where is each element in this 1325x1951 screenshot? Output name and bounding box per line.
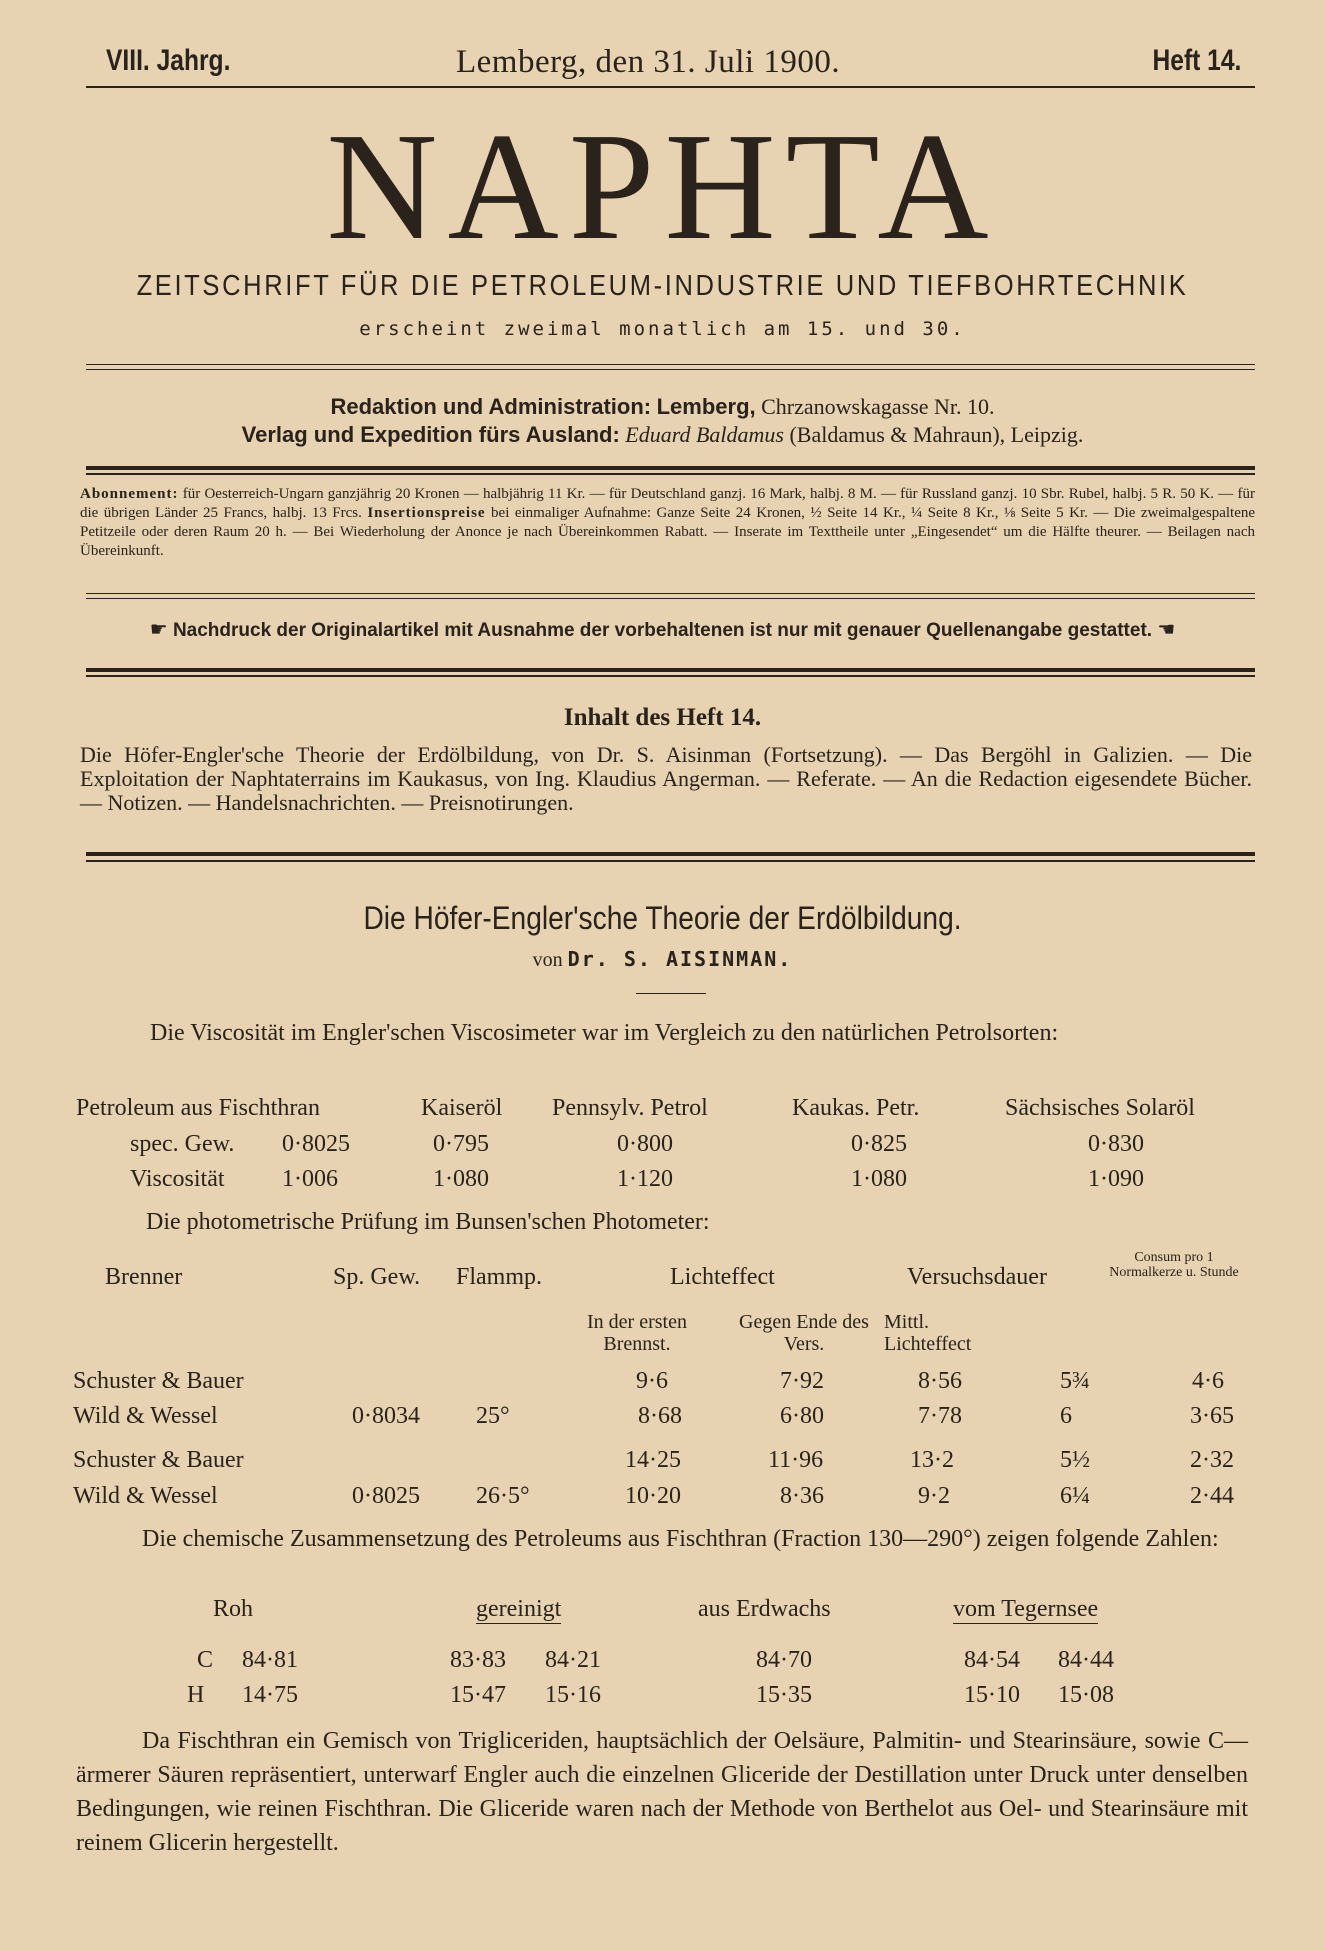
chem-cell: 15·35	[756, 1682, 812, 1708]
ins-text: bei einmaliger Aufnahme: Ganze Seite 24 Kronen, ½ Seite 14 Kr., ¼ Seite 8 Kr., ⅛ Seite 5 Kr. — Die zweimalgespaltene Petitzeile oder deren Raum 20 h. — Bei Wiederholung der Anonce je nach Übereinkommen Rabatt. — Inserate im Texttheile unter „Eingesendet“ um die Hälfte theurer. — Beilagen nach Übereinkunft.	[80, 505, 1256, 559]
chem-cell: 15·16	[545, 1682, 601, 1708]
byline-von: von	[532, 949, 563, 971]
chem-cell: 84·81	[242, 1647, 298, 1673]
photo-brenner: Wild & Wessel	[73, 1403, 218, 1429]
visc-header: Petroleum aus Fischthran	[76, 1095, 320, 1121]
photo-cell: 4·6	[1192, 1368, 1224, 1394]
visc-cell: 1·080	[851, 1166, 907, 1192]
abo-text: für Oesterreich-Ungarn ganzjährig 20 Kronen — halbjährig 11 Kr. — für Deutschland ganzj. 16 Mark, halbj. 8 M. — für Russland ganzj. 10 Sbr. Rubel, halbj. 5 R. 50 K. — für die übrigen Länder 25 Francs, halbj. 13 Frcs.	[80, 486, 1255, 521]
photo-brenner: Wild & Wessel	[73, 1483, 218, 1509]
chem-cell: 15·47	[450, 1682, 506, 1708]
reprint-notice	[0, 617, 1325, 642]
photo-cell: 8·36	[780, 1483, 824, 1509]
visc-cell: 0·830	[1088, 1131, 1144, 1157]
divider	[86, 852, 1255, 856]
verlag-label: Verlag und Expedition fürs Ausland:	[241, 422, 620, 447]
divider	[86, 675, 1255, 677]
photo-cell: 9·6	[636, 1368, 668, 1394]
chem-cell: 14·75	[242, 1682, 298, 1708]
photo-cell: 8·68	[638, 1403, 682, 1429]
visc-cell: 0·800	[617, 1131, 673, 1157]
photo-cell: 26·5°	[476, 1483, 530, 1509]
paragraph-4: Da Fischthran ein Gemisch von Trigliceriden, hauptsächlich der Oelsäure, Palmitin- und Stearinsäure, sowie C—ärmerer Säuren repräsentiert, unterwarf Engler auch die einzelnen Gliceride der Destillation unter Druck unter denselben Bedingungen, wie reinen Fischthran. Die Gliceride waren nach der Methode von Berthelot aus Oel- und Stearinsäure mit reinem Glicerin hergestellt.	[76, 1728, 1248, 1856]
photo-subheader: In der ersten Brennst.	[587, 1311, 687, 1355]
chem-header-roh: Roh	[213, 1596, 254, 1622]
redaktion-label: Redaktion und Administration:	[330, 394, 652, 419]
redaktion-city: Lemberg,	[656, 394, 756, 419]
photo-header-consum: Consum pro 1 Normalkerze u. Stunde	[1109, 1250, 1239, 1280]
chem-cell: 84·54	[964, 1647, 1020, 1673]
visc-header: Kaukas. Petr.	[792, 1095, 920, 1121]
reprint-text: Nachdruck der Originalartikel mit Ausnahme der vorbehaltenen ist nur mit genauer Quellenangabe gestattet.	[172, 620, 1153, 641]
photo-cell: 25°	[476, 1403, 510, 1429]
chem-cell: 15·08	[1058, 1682, 1114, 1708]
photo-cell: 3·65	[1190, 1403, 1234, 1429]
divider	[86, 466, 1255, 470]
chem-header-gereinigt: gereinigt	[476, 1596, 562, 1622]
photo-header-gew: Sp. Gew.	[333, 1264, 421, 1290]
photo-cell: 13·2	[910, 1447, 954, 1473]
visc-row-label: Viscosität	[130, 1166, 225, 1192]
photo-header-flamm: Flammp.	[456, 1264, 543, 1290]
visc-cell: 0·825	[851, 1131, 907, 1157]
divider	[86, 364, 1255, 370]
photo-cell: 10·20	[625, 1483, 681, 1509]
photo-cell: 2·44	[1190, 1483, 1234, 1509]
article-byline	[0, 947, 1325, 972]
photo-brenner: Schuster & Bauer	[73, 1447, 244, 1473]
visc-header: Sächsisches Solaröl	[1005, 1095, 1195, 1121]
visc-cell: 1·120	[617, 1166, 673, 1192]
photo-cell: 0·8025	[352, 1483, 420, 1509]
visc-header: Pennsylv. Petrol	[552, 1095, 708, 1121]
masthead-subtitle: ZEITSCHRIFT FÜR DIE PETROLEUM-INDUSTRIE UND TIEFBOHRTECHNIK	[136, 270, 1189, 302]
chem-cell: 84·44	[1058, 1647, 1114, 1673]
pointing-hand-icon: ☚	[1157, 619, 1176, 641]
editorial-info	[0, 393, 1325, 449]
paragraph-1: Die Viscosität im Engler'schen Viscosimeter war im Vergleich zu den natürlichen Petrolsorten:	[150, 1020, 1059, 1046]
divider	[86, 668, 1255, 672]
visc-cell: 0·8025	[282, 1131, 350, 1157]
photo-cell: 7·78	[918, 1403, 962, 1429]
chem-cell: 83·83	[450, 1647, 506, 1673]
verlag-value: (Baldamus & Mahraun), Leipzig.	[789, 422, 1084, 447]
contents-text: Die Höfer-Engler'sche Theorie der Erdölbildung, von Dr. S. Aisinman (Fortsetzung). — Das Bergöhl in Galizien. — Die Exploitation der Naphtaterrains im Kaukasus, von Ing. Klaudius Angerman. — Referate. — An die Redaction eigesendete Bücher. — Notizen. — Handelsnachrichten. — Preisnotirungen.	[80, 742, 1252, 815]
divider	[86, 473, 1255, 475]
redaktion-address: Chrzanowskagasse Nr. 10.	[761, 394, 995, 419]
visc-cell: 1·090	[1088, 1166, 1144, 1192]
chem-cell: 15·10	[964, 1682, 1020, 1708]
visc-cell: 1·080	[433, 1166, 489, 1192]
short-divider	[636, 993, 706, 994]
visc-header: Kaiseröl	[421, 1095, 503, 1121]
chem-element: H	[187, 1682, 205, 1708]
ins-label: Insertionspreise	[367, 505, 486, 521]
visc-cell: 1·006	[282, 1166, 338, 1192]
volume-label: VIII. Jahrg.	[106, 44, 231, 77]
photo-cell: 14·25	[625, 1447, 681, 1473]
chem-cell: 84·70	[756, 1647, 812, 1673]
photo-header-brenner: Brenner	[105, 1264, 183, 1290]
paragraph-3: Die chemische Zusammensetzung des Petroleums aus Fischthran (Fraction 130—290°) zeigen folgende Zahlen:	[142, 1526, 1219, 1552]
subscription-info	[80, 485, 1255, 561]
photo-cell: 9·2	[918, 1483, 950, 1509]
issue-header	[86, 40, 1255, 86]
photo-cell: 6	[1060, 1403, 1072, 1429]
divider	[86, 593, 1255, 599]
photo-header-dauer: Versuchsdauer	[907, 1264, 1047, 1290]
photo-cell: 5½	[1060, 1447, 1090, 1473]
photo-cell: 6¼	[1060, 1483, 1090, 1509]
contents-title: Inhalt des Heft 14.	[563, 704, 762, 731]
verlag-name: Eduard Baldamus	[625, 422, 784, 447]
chem-header-tegernsee: vom Tegernsee	[953, 1596, 1099, 1622]
chem-cell: 84·21	[545, 1647, 601, 1673]
chem-element: C	[197, 1647, 214, 1673]
abo-label: Abonnement:	[80, 486, 179, 502]
photo-subheader: Mittl. Lichteffect	[884, 1311, 972, 1355]
photo-cell: 11·96	[768, 1447, 824, 1473]
divider	[86, 860, 1255, 862]
photo-cell: 2·32	[1190, 1447, 1234, 1473]
photo-subheader: Gegen Ende des Vers.	[739, 1311, 869, 1355]
photo-cell: 0·8034	[352, 1403, 420, 1429]
masthead-title: NAPHTA	[326, 102, 999, 272]
pointing-hand-icon: ☛	[149, 619, 168, 641]
issue-number: Heft 14.	[1152, 44, 1241, 77]
header-rule	[86, 86, 1255, 88]
photo-cell: 7·92	[780, 1368, 824, 1394]
visc-cell: 0·795	[433, 1131, 489, 1157]
article-title: Die Höfer-Engler'sche Theorie der Erdölbildung.	[363, 900, 962, 936]
visc-row-label: spec. Gew.	[130, 1131, 235, 1157]
paragraph-2: Die photometrische Prüfung im Bunsen'schen Photometer:	[146, 1209, 710, 1235]
photo-cell: 6·80	[780, 1403, 824, 1429]
photo-brenner: Schuster & Bauer	[73, 1368, 244, 1394]
photo-header-licht: Lichteffect	[670, 1264, 775, 1290]
photo-cell: 5¾	[1060, 1368, 1090, 1394]
publication-frequency: erscheint zweimal monatlich am 15. und 30.	[359, 318, 966, 340]
chem-header-erdwachs: aus Erdwachs	[698, 1596, 831, 1622]
author-name: Dr. S. AISINMAN.	[567, 947, 793, 971]
photo-cell: 8·56	[918, 1368, 962, 1394]
dateline: Lemberg, den 31. Juli 1900.	[456, 44, 841, 80]
